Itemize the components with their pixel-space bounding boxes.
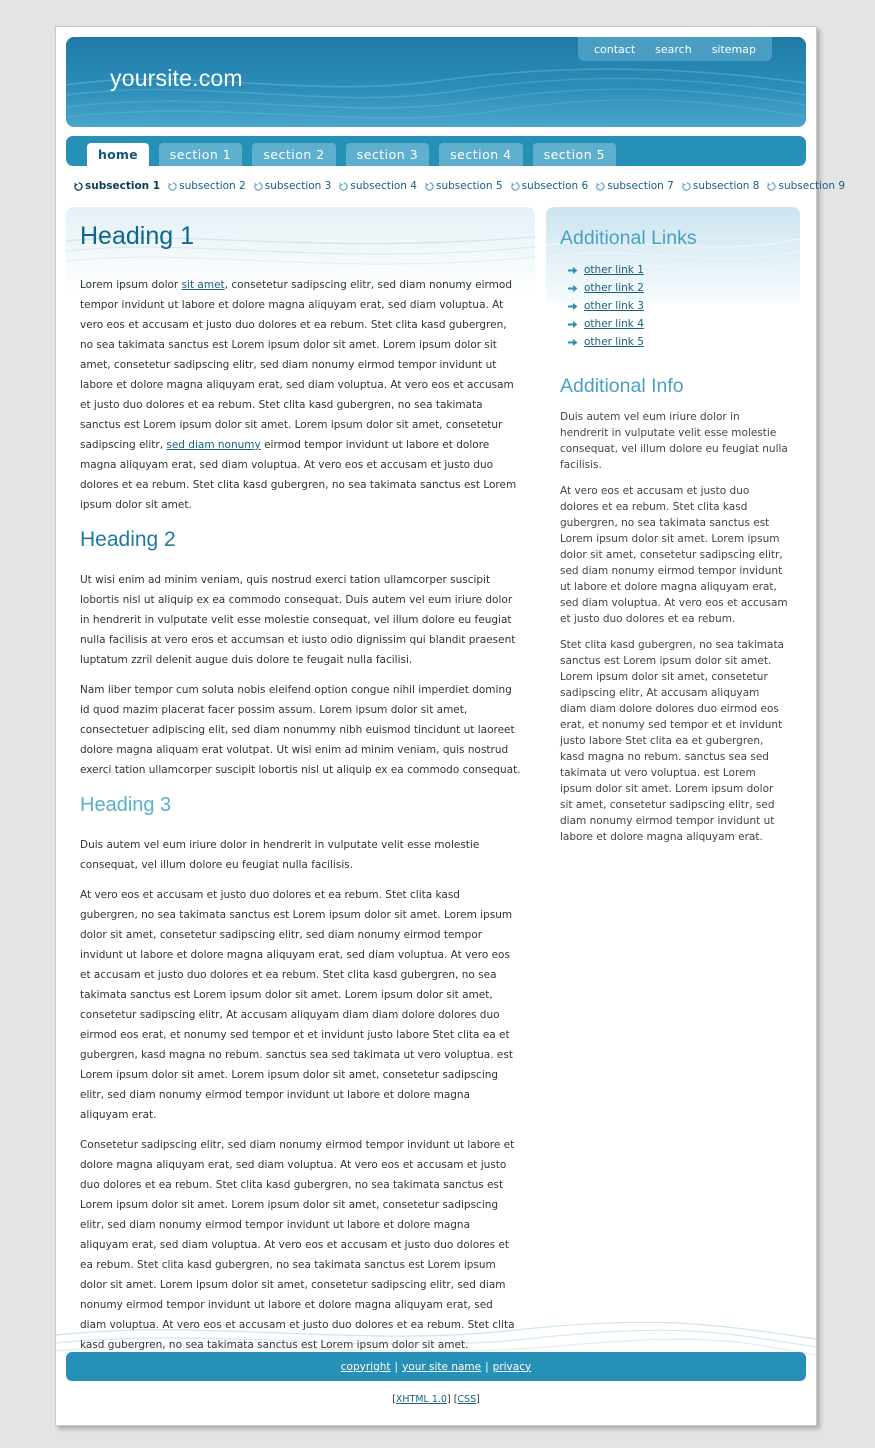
paragraph-6: Consetetur sadipscing elitr, sed diam nonumy eirmod tempor invidunt ut labore et dolore magna aliquyam erat, sed diam voluptua. At vero eos et accusam et justo duo dolores et ea rebum. Stet clita kasd gubergren, no sea takimata sanctus est Lorem ipsum dolor sit amet. Lorem ipsum dolor sit amet, consetetur sadipscing elitr, sed diam nonumy eirmod tempor invidunt ut labore et dolore magna aliquyam erat, sed diam voluptua. At vero eos et accusam et justo duo dolores et ea rebum. Stet clita kasd gubergren, no sea takimata sanctus est Lorem ipsum dolor sit amet. Lorem ipsum dolor sit amet, consetetur sadipscing elitr, sed diam nonumy eirmod tempor invidunt ut labore et dolore magna aliquyam erat, sed diam voluptua. At vero eos et accusam et justo duo dolores et ea rebum. Stet clita kasd gubergren, no sea takimata sanctus est Lorem ipsum dolor sit amet. [80,1139,515,1351]
text-span: eirmod tempor invidunt ut labore et dolore magna aliquyam erat, sed diam voluptua. At vero eos et accusam et justo duo dolores et ea rebum. Stet clita kasd gubergren, no sea takimata sanctus est Lorem ipsum dolor sit amet. [80,439,517,511]
heading-3: Heading 3 [80,794,172,816]
tab-section-2[interactable]: section 2 [252,143,335,166]
arrow-right-icon [568,320,578,329]
paragraph-3: Nam liber tempor cum soluta nobis eleifend option congue nihil imperdiet doming id quod mazim placerat facer possim assum. Lorem ipsum dolor sit amet, consectetuer adipiscing elit, sed diam nonummy nibh euismod tincidunt ut laoreet dolore magna aliquam erat volutpat. Ut wisi enim ad minim veniam, quis nostrud exerci tation ullamcorper suscipit lobortis nisl ut aliquip ex ea commodo consequat. [80,684,521,776]
footer-separator: | [485,1360,489,1373]
subnav-item-label: subsection 4 [350,180,417,192]
subnav [74,180,853,192]
inline-link-sit-amet[interactable]: sit amet [181,279,225,291]
sidebar-links-heading: Additional Links [560,227,697,249]
tab-section-4[interactable]: section 4 [439,143,522,166]
validator-links: [XHTML 1.0] [CSS] [392,1394,480,1405]
circle-arrow-icon [254,182,263,191]
sidebar-info-paragraph-3: Stet clita kasd gubergren, no sea takimata sanctus est Lorem ipsum dolor sit amet. Lorem ipsum dolor sit amet, consetetur sadipscing elitr, At accusam aliquyam diam diam dolore dolores duo eirmod eos erat, et nonumy sed tempor et et invidunt justo labore Stet clita ea et gubergren, kasd magna no rebum. sanctus sea sed takimata ut vero voluptua. est Lorem ipsum dolor sit amet. Lorem ipsum dolor sit amet, consetetur sadipscing elitr, sed diam nonumy eirmod tempor invidunt ut labore et dolore magna aliquyam erat. [560,639,784,843]
footer-waves-decoration [56,1317,816,1357]
circle-arrow-icon [511,182,520,191]
arrow-right-icon [568,338,578,347]
sidebar-info-paragraph-2: At vero eos et accusam et justo duo dolores et ea rebum. Stet clita kasd gubergren, no sea takimata sanctus est Lorem ipsum dolor sit amet. Lorem ipsum dolor sit amet, consetetur sadipscing elitr, sed diam nonumy eirmod tempor invidunt ut labore et dolore magna aliquyam erat, sed diam voluptua. At vero eos et accusam et justo duo dolores et ea rebum. [560,485,788,625]
site-title[interactable]: yoursite.com [110,65,243,91]
sidebar-links-list [560,261,788,351]
subnav-item-label: subsection 8 [692,180,760,192]
subnav-item-2[interactable] [168,180,246,192]
paragraph-4: Duis autem vel eum iriure dolor in hendrerit in vulputate velit esse molestie consequat, vel illum dolore eu feugiat nulla facilisis. [80,839,480,871]
sidebar [560,223,788,855]
text-span: Lorem ipsum dolor [80,279,182,291]
subnav-item-8[interactable] [682,180,760,192]
validator-xhtml-link[interactable]: XHTML 1.0 [395,1394,447,1405]
sidebar-link-3[interactable]: other link 3 [584,300,644,312]
page-container [55,26,846,1426]
paragraph-5: At vero eos et accusam et justo duo dolores et ea rebum. Stet clita kasd gubergren, no sea takimata sanctus est Lorem ipsum dolor sit amet. Lorem ipsum dolor sit amet, consetetur sadipscing elitr, sed diam nonumy eirmod tempor invidunt ut labore et dolore magna aliquyam erat, sed diam voluptua. At vero eos et accusam et justo duo dolores et ea rebum. Stet clita kasd gubergren, no sea takimata sanctus est Lorem ipsum dolor sit amet. Lorem ipsum dolor sit amet, consetetur sadipscing elitr, At accusam aliquyam diam diam dolore dolores duo eirmod eos erat, et nonumy sed tempor et et invidunt justo labore Stet clita ea et gubergren, kasd magna no rebum. sanctus sea sed takimata ut vero voluptua. est Lorem ipsum dolor sit amet. Lorem ipsum dolor sit amet, consetetur sadipscing elitr, sed diam nonumy eirmod tempor invidunt ut labore et dolore magna aliquyam erat. [80,889,513,1121]
site-footer [66,1352,806,1381]
text-span: , consetetur sadipscing elitr, sed diam nonumy eirmod tempor invidunt ut labore et dolore magna aliquyam erat, sed diam voluptua. At vero eos et accusam et justo duo dolores et ea rebum. Stet clita kasd gubergren, no sea takimata sanctus est Lorem ipsum dolor sit amet. Lorem ipsum dolor sit amet, consetetur sadipscing elitr, sed diam nonumy eirmod tempor invidunt ut labore et dolore magna aliquyam erat, sed diam voluptua. At vero eos et accusam et justo duo dolores et ea rebum. Stet clita kasd gubergren, no sea takimata sanctus est Lorem ipsum dolor sit amet. Lorem ipsum dolor sit amet, consetetur sadipscing elitr, [80,279,514,451]
circle-arrow-icon [425,182,434,191]
circle-arrow-icon [168,182,177,191]
circle-arrow-icon [767,182,776,191]
circle-arrow-icon [74,182,83,191]
footer-link-copyright[interactable]: copyright [340,1360,391,1373]
circle-arrow-icon [339,182,348,191]
subnav-item-label: subsection 5 [435,180,503,192]
paragraph-2: Ut wisi enim ad minim veniam, quis nostrud exerci tation ullamcorper suscipit lobortis nisl ut aliquip ex ea commodo consequat. Duis autem vel eum iriure dolor in hendrerit in vulputate velit esse molestie consequat, vel illum dolore eu feugiat nulla facilisis at vero eros et accumsan et iusto odio dignissim qui blandit praesent luptatum zzril delenit augue duis dolore te feugait nulla facilisi. [80,574,516,666]
sidebar-info-paragraph-1: Duis autem vel eum iriure dolor in hendrerit in vulputate velit esse molestie consequat, vel illum dolore eu feugiat nulla facilisis. [560,411,788,471]
subnav-item-1[interactable] [74,180,160,192]
heading-1: Heading 1 [80,222,194,250]
subnav-item-6[interactable] [511,180,589,192]
nav-tabs [87,143,626,166]
footer-separator: | [394,1360,399,1373]
top-links [578,37,772,61]
sidebar-link-2[interactable]: other link 2 [584,282,644,294]
subnav-item-3[interactable] [254,180,332,192]
sidebar-link-item [568,315,788,333]
tab-home[interactable]: home [87,143,149,166]
arrow-right-icon [568,302,578,311]
inline-link-sed-diam-nonumy[interactable]: sed diam nonumy [166,439,261,451]
footer-link-privacy[interactable]: privacy [492,1360,532,1373]
main-nav [66,136,806,166]
paragraph-1 [80,275,521,515]
main-content [80,219,521,1365]
subnav-item-label: subsection 7 [607,180,674,192]
site-header [66,37,806,127]
subnav-item-7[interactable] [596,180,674,192]
sidebar-link-item [568,261,788,279]
subnav-item-label: subsection 6 [521,180,589,192]
subnav-item-label: subsection 2 [179,180,246,192]
subnav-item-4[interactable] [339,180,417,192]
tab-section-1[interactable]: section 1 [159,143,242,166]
sidebar-info-heading: Additional Info [560,375,684,397]
top-link-search[interactable]: search [655,42,692,56]
heading-2: Heading 2 [80,528,176,551]
top-link-contact[interactable]: contact [593,42,636,56]
sidebar-link-item [568,279,788,297]
validator-css-link[interactable]: CSS [457,1394,477,1405]
tab-section-3[interactable]: section 3 [346,143,429,166]
subnav-item-label: subsection 1 [85,180,161,192]
subnav-item-label: subsection 9 [778,180,846,192]
arrow-right-icon [568,266,578,275]
sidebar-link-1[interactable]: other link 1 [584,264,644,276]
sidebar-link-4[interactable]: other link 4 [584,318,644,330]
footer-link-site-name[interactable]: your site name [402,1360,482,1373]
subnav-item-5[interactable] [425,180,503,192]
subnav-item-9[interactable] [767,180,845,192]
sidebar-link-5[interactable]: other link 5 [584,336,644,348]
sidebar-link-item [568,333,788,351]
top-link-sitemap[interactable]: sitemap [711,42,756,56]
circle-arrow-icon [682,182,691,191]
sidebar-link-item [568,297,788,315]
circle-arrow-icon [596,182,605,191]
tab-section-5[interactable]: section 5 [533,143,616,166]
arrow-right-icon [568,284,578,293]
subnav-item-label: subsection 3 [264,180,332,192]
